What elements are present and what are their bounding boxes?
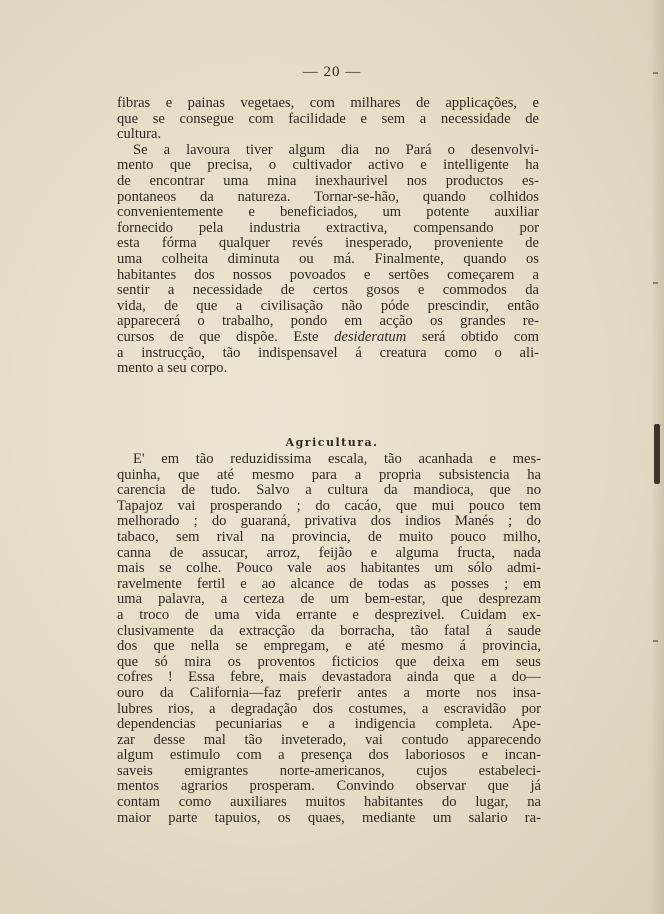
text-line: zar desse mal tão inveterado, vai contudo apparecendo <box>117 731 541 748</box>
text-line: quinha, que até mesmo para a propria subsistencia ha <box>117 466 541 483</box>
text-line: habitantes dos nossos povoados e sertões começarem a <box>117 266 539 283</box>
text-line: ravelmente fertil e ao alcance de todas as posses ; em <box>117 575 541 592</box>
text-line: cofres ! Essa febre, mais devastadora ainda que a do— <box>117 669 541 686</box>
text-line: pontaneos da natureza. Tornar-se-hão, quando colhidos <box>117 188 539 205</box>
text-line: melhorado ; do guaraná, privativa dos indios Manés ; do <box>117 513 541 530</box>
text-line: saveis emigrantes norte-americanos, cujos estabeleci- <box>117 762 541 779</box>
binding-mark <box>654 424 660 484</box>
text-line: dependencias pecuniarias e a indigencia completa. Ape- <box>117 716 541 733</box>
text-line: carencia de tudo. Salvo a cultura da mandioca, que no <box>117 482 541 499</box>
text-line: canna de assucar, arroz, feijão e alguma fructa, nada <box>117 544 541 561</box>
text-line: que só mira os proventos ficticios que deixa em seus <box>117 653 541 670</box>
text-line: fibras e painas vegetaes, com milhares de applicações, e <box>117 95 539 111</box>
page-number: — 20 — <box>302 64 362 80</box>
text-line: sentir a necessidade de certos gosos e commodos da <box>117 282 539 299</box>
text-line: uma palavra, a certeza de um bem-estar, que desprezam <box>117 591 541 608</box>
text-line: de encontrar uma mina inexhaurivel nos productos es- <box>117 172 539 189</box>
text-line: mento a seu corpo. <box>117 360 228 377</box>
text-block-top <box>117 96 539 377</box>
text-line: Se a lavoura tiver algum dia no Pará o desenvolvi- <box>133 141 539 158</box>
text-line: clusivamente da extracção da borracha, tão fatal á saude <box>117 622 541 639</box>
paragraph-3 <box>117 452 541 826</box>
text-line: mento que precisa, o cultivador activo e intelligente ha <box>117 157 539 174</box>
text-line: Tapajoz vai prosperando ; do cacáo, que mui pouco tem <box>117 497 541 514</box>
text-block-bottom <box>117 452 541 826</box>
paragraph-2 <box>117 143 539 377</box>
text-line: contam como auxiliares muitos habitantes do lugar, na <box>117 794 541 811</box>
italic-term: desideratum <box>334 328 407 345</box>
text-line: mentos agrarios prosperam. Convindo observar que já <box>117 778 541 795</box>
text-line: convenientemente e beneficiados, um potente auxiliar <box>117 204 539 221</box>
text-line: cultura. <box>117 126 162 143</box>
text-line: esta fórma qualquer revés inesperado, proveniente de <box>117 235 539 252</box>
edge-tick <box>653 640 658 642</box>
edge-tick <box>653 282 658 284</box>
text-line: mais se colhe. Pouco vale aos habitantes um sólo admi- <box>117 560 541 577</box>
text-line: que se consegue com facilidade e sem a necessidade de <box>117 110 539 127</box>
text-line: a instrucção, tão indispensavel á creatura como o ali- <box>117 344 539 361</box>
paragraph-1 <box>117 96 539 143</box>
text-line: algum estimulo com a presença dos laboriosos e incan- <box>117 747 541 764</box>
text-line: lubres rios, a degradação dos costumes, a escravidão por <box>117 700 541 717</box>
text-line: maior parte tapuios, os quaes, mediante um salario ra- <box>117 809 541 826</box>
text-line: uma colheita diminuta ou má. Finalmente, quando os <box>117 250 539 267</box>
text-line: ouro da California—faz preferir antes a morte nos insa- <box>117 684 541 701</box>
text-line: tabaco, sem rival na provincia, de muito pouco milho, <box>117 528 541 545</box>
text-line: E' em tão reduzidissima escala, tão acanhada e mes- <box>133 451 541 467</box>
section-heading: Agricultura. <box>285 436 379 449</box>
text-line: cursos de que dispõe. Este desideratum será obtido com <box>117 328 539 345</box>
text-line: vida, de que a civilisação não póde prescindir, então <box>117 297 539 314</box>
text-line: fornecido pela industria extractiva, compensando por <box>117 219 539 236</box>
text-line: apparecerá o trabalho, pondo em acção os grandes re- <box>117 313 539 330</box>
text-line: a troco de uma vida errante e desprezivel. Cuidam ex- <box>117 606 541 623</box>
text-line: dos que nella se empregam, e até mesmo á provincia, <box>117 638 541 655</box>
